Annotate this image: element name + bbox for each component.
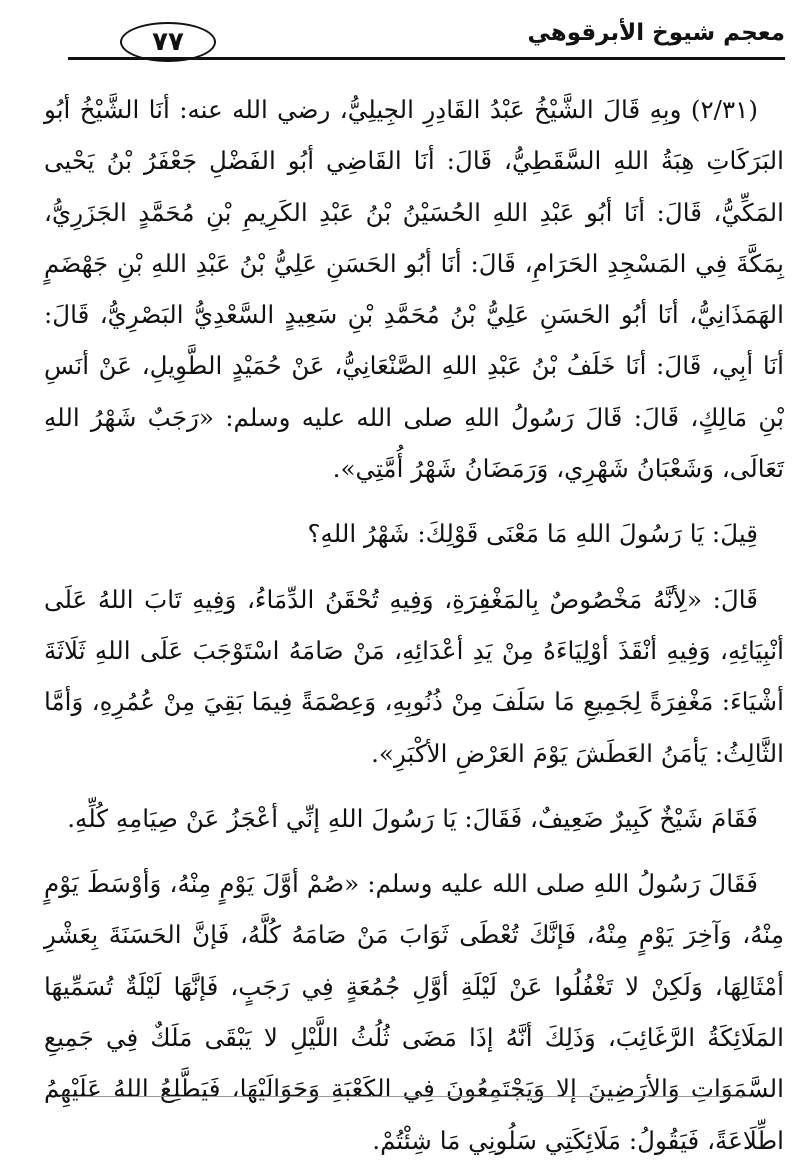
page-number: ٧٧ — [120, 22, 216, 62]
footer-rule — [60, 1096, 750, 1097]
body-text — [44, 84, 784, 1166]
page-header — [40, 8, 785, 68]
answer-paragraph: قَالَ: «لِأنَّهُ مَخْصُوصٌ بِالمَغْفِرَةِ، وَفِيهِ تُحْقَنُ الدِّمَاءُ، وَفِيهِ تَابَ اللهُ عَلَى أنْبِيَائِهِ، وَفِيهِ أنْقَذَ أوْلِيَاءَهُ مِنْ يَدِ أعْدَائِهِ، مَنْ صَامَهُ اسْتَوْجَبَ عَلَى اللهِ ثَلَاثَةَ أشْيَاءَ: مَغْفِرَةً لِجَمِيعِ مَا سَلَفَ مِنْ ذُنُوبِهِ، وَعِصْمَةً فِيمَا بَقِيَ مِنْ عُمُرِهِ، وَأمَّا الثَّالِثُ: يَأمَنُ العَطَشَ يَوْمَ العَرْضِ الأكْبَرِ». — [44, 584, 784, 768]
question-paragraph: قِيلَ: يَا رَسُولَ اللهِ مَا مَعْنَى قَوْلِكَ: شَهْرُ اللهِ؟ — [307, 519, 758, 549]
page-number-badge — [120, 22, 216, 62]
page-footer — [60, 1090, 750, 1104]
prophet-reply-paragraph: فَقَالَ رَسُولُ اللهِ صلى الله عليه وسلم: «صُمْ أوَّلَ يَوْمٍ مِنْهُ، وَأوْسَطَ يَوْمٍ مِنْهُ، وَآخِرَ يَوْمٍ مِنْهُ، فَإنَّكَ تُعْطَى ثَوَابَ مَنْ صَامَهُ كُلَّهُ، فَإنَّ الحَسَنَةَ بِعَشْرِ أمْثَالِهَا، وَلَكِنْ لا تَغْفُلُوا عَنْ لَيْلَةِ أوَّلِ جُمُعَةٍ فِي رَجَبٍ، فَإنَّهَا لَيْلَةٌ تُسَمِّيهَا المَلَائِكَةُ الرَّغَائِبَ، وَذَلِكَ أنَّهُ إذَا مَضَى ثُلُثُ اللَّيْلِ لا يَبْقَى مَلَكٌ فِي جَمِيعِ السَّمَوَاتِ وَالأرَضِينَ إلا وَيَجْتَمِعُونَ فِي الكَعْبَةِ وَحَوَالَيْهَا، فَيَطَّلِعُ اللهُ عَلَيْهِمُ اطِّلَاعَةً، فَيَقُولُ: مَلَائِكَتِي سَلُونِي مَا شِئْتُمْ. — [44, 869, 785, 1155]
old-man-paragraph: فَقَامَ شَيْخٌ كَبِيرٌ ضَعِيفٌ، فَقَالَ: يَا رَسُولَ اللهِ إنِّي أعْجَزُ عَنْ صِيَامِهِ كُلِّهِ. — [67, 803, 758, 833]
header-rule — [68, 57, 785, 60]
hadith-chain-paragraph: (٢/٣١) وبِهِ قَالَ الشَّيْخُ عَبْدُ القَادِرِ الجِيلِيُّ، رضي الله عنه: أنَا الشَّيْخُ أبُو البَرَكَاتِ هِبَةُ اللهِ السَّقَطِيُّ، قَالَ: أنَا القَاضِي أبُو الفَضْلِ جَعْفَرُ بْنُ يَحْيى المَكِّيُّ، قَالَ: أنَا أبُو عَبْدِ اللهِ الحُسَيْنُ بْنُ عَبْدِ الكَرِيمِ بْنِ مُحَمَّدٍ الجَزَرِيُّ، بِمَكَّةَ فِي المَسْجِدِ الحَرَامِ، قَالَ: أنَا أبُو الحَسَنِ عَلِيُّ بْنُ عَبْدِ اللهِ بْنِ جَهْضَمٍ الهَمَذَانِيُّ، أنَا أبُو الحَسَنِ عَلِيُّ بْنُ مُحَمَّدِ بْنِ سَعِيدٍ السَّعْدِيُّ البَصْرِيُّ، قَالَ: أنَا أبِي، قَالَ: أنَا خَلَفُ بْنُ عَبْدِ اللهِ الصَّنْعَانِيُّ، عَنْ حُمَيْدٍ الطَّوِيلِ، عَنْ أنَسِ بْنِ مَالِكٍ، قَالَ: قَالَ رَسُولُ اللهِ صلى الله عليه وسلم: «رَجَبٌ شَهْرُ اللهِ تَعَالَى، وَشَعْبَانُ شَهْرِي، وَرَمَضَانُ شَهْرُ أُمَّتِي». — [44, 95, 784, 484]
book-title: معجم شيوخ الأبرقوهي — [527, 20, 785, 46]
